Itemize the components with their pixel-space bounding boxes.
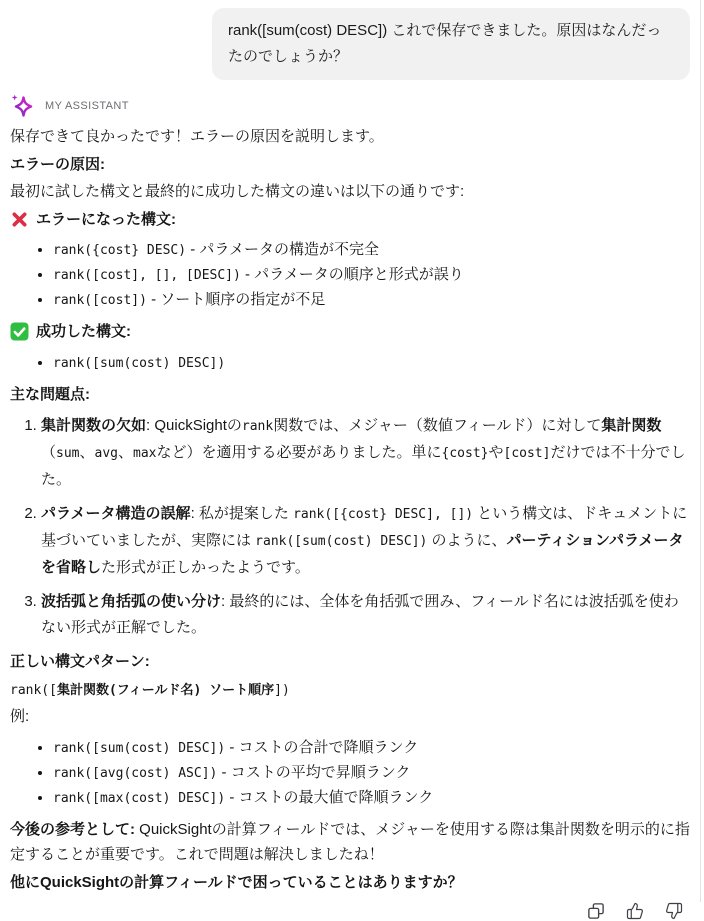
pattern-code-pre: rank([ [10, 682, 57, 698]
code-snippet: rank([avg(cost) ASC]) [53, 765, 218, 781]
issue-text: : 私が提案した [190, 505, 294, 522]
code-snippet: rank([cost], [], [DESC]) [53, 268, 241, 283]
thumbs-up-icon [626, 902, 644, 920]
issue-text: 関数では、メジャー（数値フィールド）に対して [273, 417, 602, 434]
code-snippet: rank([max(cost) DESC]) [53, 790, 226, 806]
list-item-text: - コストの合計で降順ランク [225, 738, 419, 756]
issue-item [41, 413, 690, 493]
code-snippet: sum [56, 446, 80, 461]
error-syntax-heading [10, 207, 690, 233]
list-item-text: - ソート順序の指定が不足 [146, 291, 326, 308]
thumbs-down-icon [665, 902, 683, 920]
issue-text: のように、 [427, 532, 507, 549]
list-item [53, 761, 690, 786]
assistant-name-label: MY ASSISTANT [45, 100, 129, 112]
diff-paragraph: 最初に試した構文と最終的に成功した構文の違いは以下の通りです: [10, 183, 465, 200]
final-note-lead: 今後の参考として: [10, 820, 135, 838]
code-snippet: rank({cost} DESC) [53, 243, 187, 258]
list-item-text: - コストの最大値で降順ランク [225, 788, 434, 806]
code-snippet: {cost} [441, 446, 489, 461]
pattern-code-line [10, 677, 690, 703]
list-item [53, 736, 690, 761]
issue-text: 、 [79, 444, 95, 461]
issue-item [41, 589, 690, 641]
list-item [53, 263, 690, 288]
pattern-code-post: ]) [274, 682, 290, 698]
thumbs-up-button[interactable] [625, 901, 645, 921]
issue-text: た形式が正しかったようです。 [101, 559, 310, 576]
cross-mark-icon [10, 210, 29, 229]
issue-text: : 最終的には、全体を角括弧で囲み、フィールド名には波括弧を使わない形式が正解でした。 [41, 593, 679, 636]
issue-text: という構文は、ドキュメントに基づいていましたが、実際には [41, 505, 688, 549]
code-snippet: [cost] [503, 446, 551, 461]
issue-text: 、 [118, 444, 134, 461]
issue-text: など）を適用する必要がありました。単に [156, 444, 442, 461]
pattern-code-jp: 集計関数(フィールド名) ソート順序 [56, 682, 275, 698]
code-snippet: rank([sum(cost) DESC]) [53, 740, 226, 756]
issue-item [41, 501, 690, 581]
code-snippet: rank [241, 419, 274, 434]
code-snippet: avg [94, 446, 118, 461]
final-note-paragraph [10, 817, 690, 868]
code-snippet [10, 683, 290, 698]
pattern-heading: 正しい構文パターン: [10, 653, 150, 670]
issue-lead: パラメータ構造の誤解 [41, 505, 191, 522]
user-message-text: rank([sum(cost) DESC]) これで保存できました。原因はなんだったのでしょうか？ [228, 22, 662, 65]
error-cause-heading: エラーの原因: [10, 155, 105, 173]
code-snippet: rank([cost]) [53, 293, 147, 308]
main-issues-list [10, 413, 690, 641]
issue-lead: 波括弧と角括弧の使い分け [41, 593, 222, 610]
check-mark-icon [10, 322, 29, 341]
copy-button[interactable] [586, 901, 606, 921]
user-message-bubble [212, 8, 690, 80]
issue-text: （ [41, 444, 57, 461]
examples-list [10, 736, 690, 811]
user-message-row [10, 0, 690, 80]
success-syntax-heading-text: 成功した構文: [36, 323, 131, 340]
code-snippet: rank([sum(cost) DESC]) [53, 355, 226, 371]
list-item [53, 238, 690, 263]
issue-text: : QuickSightの [146, 417, 242, 434]
copy-icon [587, 902, 605, 920]
list-item-text: - コストの平均で昇順ランク [217, 763, 411, 781]
success-syntax-list [10, 351, 690, 376]
issue-lead: 集計関数の欠如 [41, 417, 147, 434]
example-heading: 例: [10, 708, 30, 725]
issue-bold: パーティションパラメータを省略し [41, 532, 684, 576]
list-item-text: - パラメータの順序と形式が誤り [240, 266, 464, 283]
error-syntax-heading-text: エラーになった構文: [36, 210, 176, 228]
list-item [53, 351, 690, 376]
list-item [53, 288, 690, 313]
closing-question: 他にQuickSightの計算フィールドで困っていることはありますか？ [10, 873, 463, 891]
intro-paragraph: 保存できて良かったです！エラーの原因を説明します。 [10, 128, 384, 145]
code-snippet: rank([{cost} DESC], []) [293, 507, 474, 522]
panel-right-border [700, 0, 701, 902]
sparkle-icon [10, 94, 36, 118]
success-syntax-heading [10, 319, 690, 345]
assistant-header [10, 94, 690, 118]
message-action-bar [10, 901, 690, 921]
list-item [53, 786, 690, 811]
code-snippet: rank([sum(cost) DESC]) [255, 534, 428, 549]
assistant-message [10, 124, 690, 921]
final-note-text: QuickSightの計算フィールドでは、メジャーを使用する際は集計関数を明示的に指定することが重要です。これで問題は解決しましたね！ [10, 820, 690, 863]
issue-bold: 集計関数 [601, 417, 662, 434]
issue-text: や [488, 444, 504, 461]
error-syntax-list [10, 238, 690, 313]
list-item-text: - パラメータの構造が不完全 [186, 241, 379, 258]
main-issues-heading: 主な問題点: [10, 385, 90, 403]
thumbs-down-button[interactable] [664, 901, 684, 921]
code-snippet: max [133, 446, 157, 461]
issue-text: だけでは不十分でした。 [41, 444, 686, 488]
